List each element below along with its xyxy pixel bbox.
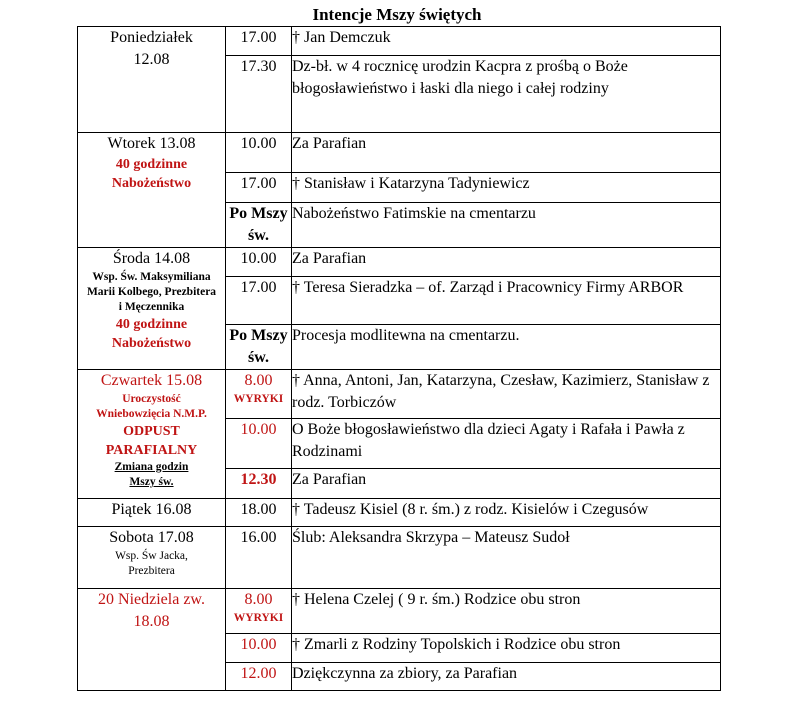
- after-mass-label: św.: [248, 349, 269, 366]
- intention-cell: Dziękczynna za zbiory, za Parafian: [292, 663, 721, 691]
- intention-cell: Za Parafian: [292, 133, 721, 173]
- time-cell: [226, 589, 292, 634]
- after-mass-label: Po Mszy: [229, 205, 288, 222]
- day-cell-saturday: [78, 527, 226, 589]
- location-note: WYRYKI: [233, 393, 284, 405]
- after-mass-label: św.: [248, 227, 269, 244]
- table-row: [78, 27, 721, 56]
- intention-cell: † Zmarli z Rodziny Topolskich i Rodzice obu stron: [292, 634, 721, 663]
- devotion-note: 40 godzinne: [115, 317, 188, 332]
- day-cell-sunday: [78, 589, 226, 691]
- feast-name: Uroczystość Wniebowzięcia N.M.P.: [96, 393, 207, 420]
- table-row: [78, 133, 721, 173]
- table-row: [78, 589, 721, 634]
- intention-cell: † Tadeusz Kisiel (8 r. śm.) z rodz. Kisielów i Czegusów: [292, 499, 721, 527]
- day-cell-tuesday: [78, 133, 226, 248]
- time-cell: 16.00: [226, 527, 292, 589]
- intention-cell: † Anna, Antoni, Jan, Katarzyna, Czesław, Kazimierz, Stanisław z rodz. Torbiczów: [292, 370, 721, 419]
- table-row: [78, 527, 721, 589]
- devotion-note: Nabożeństwo: [111, 336, 192, 351]
- devotion-note: Nabożeństwo: [111, 176, 192, 191]
- intention-cell: Za Parafian: [292, 248, 721, 277]
- time-cell: 10.00: [226, 634, 292, 663]
- mass-time: 8.00: [244, 372, 273, 389]
- time-cell: [226, 203, 292, 248]
- day-name: Piątek 16.08: [111, 501, 192, 518]
- intention-cell: Ślub: Aleksandra Skrzypa – Mateusz Sudoł: [292, 527, 721, 589]
- intention-cell: Za Parafian: [292, 469, 721, 499]
- intention-cell: O Boże błogosławieństwo dla dzieci Agaty i Rafała i Pawła z Rodzinami: [292, 419, 721, 469]
- mass-time: 8.00: [244, 591, 273, 608]
- table-row: [78, 499, 721, 527]
- time-cell: 17.00: [226, 173, 292, 203]
- time-cell: 12.00: [226, 663, 292, 691]
- intention-cell: Procesja modlitewna na cmentarzu.: [292, 325, 721, 370]
- page-title: Intencje Mszy świętych: [312, 5, 482, 24]
- intention-cell: † Stanisław i Katarzyna Tadyniewicz: [292, 173, 721, 203]
- table-row: [78, 248, 721, 277]
- time-cell: 10.00: [226, 248, 292, 277]
- day-cell-wednesday: [78, 248, 226, 370]
- day-cell-friday: [78, 499, 226, 527]
- time-cell: [226, 370, 292, 419]
- day-date: 18.08: [133, 613, 170, 630]
- day-cell-thursday: [78, 370, 226, 499]
- day-name: 20 Niedziela zw.: [98, 591, 205, 608]
- time-cell: 10.00: [226, 133, 292, 173]
- intention-cell: † Teresa Sieradzka – of. Zarząd i Pracownicy Firmy ARBOR: [292, 277, 721, 325]
- intention-cell: Dz-bł. w 4 rocznicę urodzin Kacpra z prośbą o Boże błogosławieństwo i łaski dla niego i całej rodziny: [292, 56, 721, 133]
- schedule-change-note: Zmiana godzin Mszy św.: [114, 461, 189, 488]
- time-cell: 17.30: [226, 56, 292, 133]
- intention-cell: † Jan Demczuk: [292, 27, 721, 56]
- day-cell-monday: [78, 27, 226, 133]
- time-cell: [226, 325, 292, 370]
- saint-commemoration: Wsp. Św Jacka, Prezbitera: [115, 550, 188, 577]
- time-cell: 17.00: [226, 27, 292, 56]
- day-name: Sobota 17.08: [109, 529, 194, 546]
- location-note: WYRYKI: [233, 612, 284, 624]
- mass-intentions-table: [77, 26, 721, 691]
- intention-cell: † Helena Czelej ( 9 r. śm.) Rodzice obu stron: [292, 589, 721, 634]
- day-name: Poniedziałek: [110, 29, 193, 46]
- time-cell: 10.00: [226, 419, 292, 469]
- day-name: Wtorek 13.08: [107, 135, 196, 152]
- day-name: Czwartek 15.08: [100, 372, 203, 389]
- intention-cell: Nabożeństwo Fatimskie na cmentarzu: [292, 203, 721, 248]
- parish-indulgence: ODPUST PARAFIALNY: [105, 424, 198, 458]
- table-row: [78, 370, 721, 419]
- time-cell: 12.30: [226, 469, 292, 499]
- saint-commemoration: Wsp. Św. Maksymiliana Marii Kolbego, Prezbitera i Męczennika: [86, 271, 217, 313]
- devotion-note: 40 godzinne: [115, 157, 188, 172]
- time-cell: 18.00: [226, 499, 292, 527]
- time-cell: 17.00: [226, 277, 292, 325]
- after-mass-label: Po Mszy: [229, 327, 288, 344]
- day-name: Środa 14.08: [112, 250, 191, 267]
- day-date: 12.08: [133, 51, 170, 68]
